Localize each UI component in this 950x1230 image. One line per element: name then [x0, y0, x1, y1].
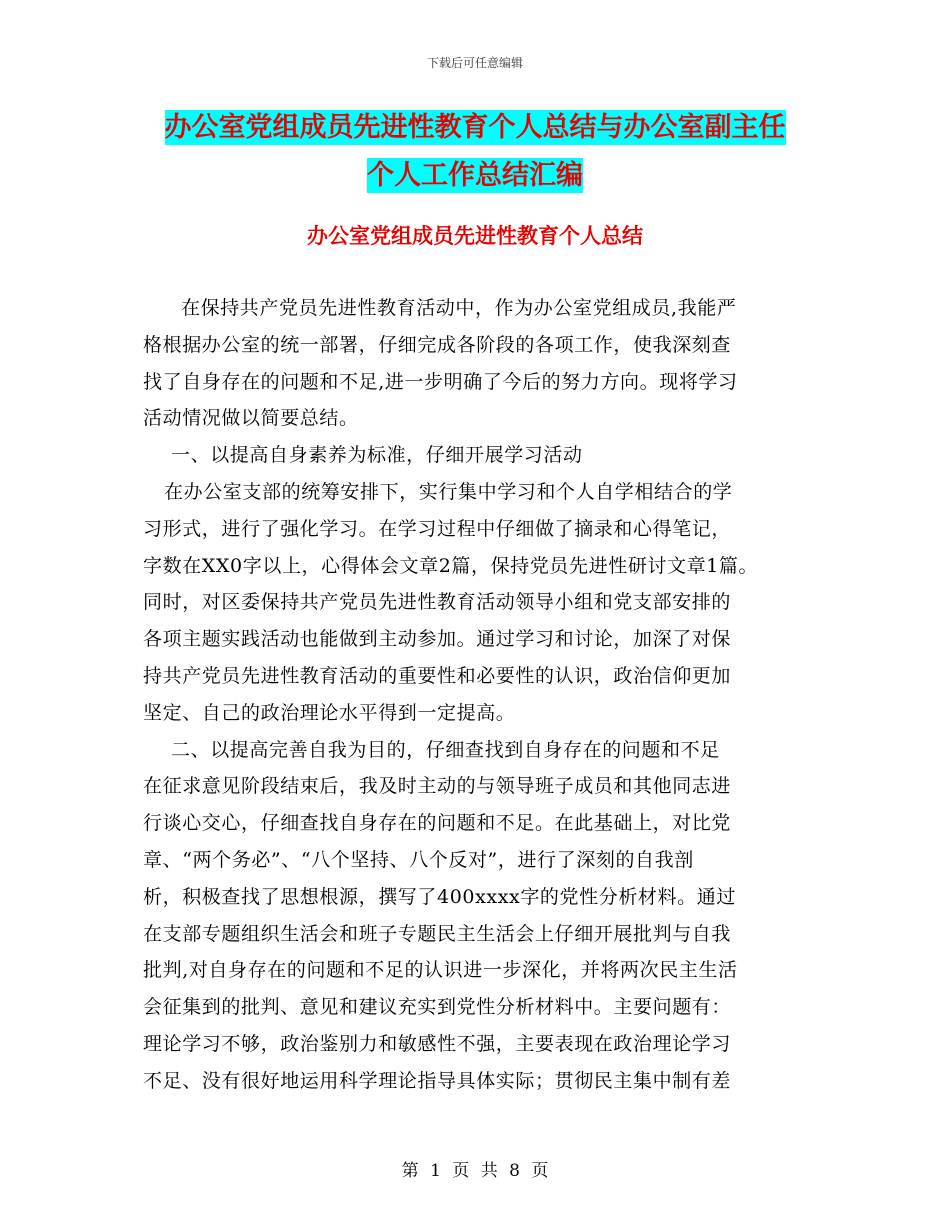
body-line: 理论学习不够，政治鉴别力和敏感性不强，主要表现在政治理论学习	[143, 1032, 732, 1055]
body-line: 行谈心交心，仔细查找自身存在的问题和不足。在此基础上，对比党	[143, 812, 732, 835]
title-line-1: 办公室党组成员先进性教育个人总结与办公室副主任	[164, 112, 786, 143]
body-line: 持共产党员先进性教育活动的重要性和必要性的认识，政治信仰更加	[143, 664, 732, 687]
section-title: 办公室党组成员先进性教育个人总结	[307, 224, 643, 248]
page-footer: 第 1 页 共 8 页	[401, 1161, 549, 1181]
body-line: 批判,对自身存在的问题和不足的认识进一步深化，并将两次民主生活	[143, 959, 738, 982]
body-line: 习形式，进行了强化学习。在学习过程中仔细做了摘录和心得笔记，	[143, 517, 732, 540]
body-line: 在支部专题组织生活会和班子专题民主生活会上仔细开展批判与自我	[143, 922, 732, 945]
body-line: 活动情况做以简要总结。	[143, 407, 359, 430]
body-line: 找了自身存在的问题和不足,进一步明确了今后的努力方向。现将学习	[143, 370, 738, 393]
body-line: 在办公室支部的统筹安排下，实行集中学习和个人自学相结合的学	[164, 480, 733, 503]
body-line: 析，积极查找了思想根源，撰写了400xxxx字的党性分析材料。通过	[143, 885, 736, 908]
header-note: 下载后可任意编辑	[426, 56, 523, 70]
body-line: 章、“两个务必”、“八个坚持、八个反对”，进行了深刻的自我剖	[143, 848, 694, 871]
body-line: 不足、没有很好地运用科学理论指导具体实际；贯彻民主集中制有差	[143, 1069, 732, 1092]
body-line: 在保持共产党员先进性教育活动中，作为办公室党组成员,我能严	[181, 297, 737, 319]
body-line: 格根据办公室的统一部署，仔细完成各阶段的各项工作，使我深刻查	[143, 333, 732, 356]
body-line: 会征集到的批判、意见和建议充实到党性分析材料中。主要问题有：	[143, 996, 732, 1019]
body-text	[143, 290, 833, 1100]
body-line: 各项主题实践活动也能做到主动参加。通过学习和讨论，加深了对保	[143, 628, 732, 651]
document-title	[0, 104, 950, 200]
section-heading: 一、以提高自身素养为标准，仔细开展学习活动	[171, 444, 583, 467]
body-line: 坚定、自己的政治理论水平得到一定提高。	[143, 701, 516, 724]
title-line-2: 个人工作总结汇编	[367, 160, 583, 191]
body-line: 同时，对区委保持共产党员先进性教育活动领导小组和党支部安排的	[143, 591, 732, 614]
body-line: 在征求意见阶段结束后，我及时主动的与领导班子成员和其他同志进	[143, 775, 732, 798]
body-line: 字数在XX0字以上，心得体会文章2篇，保持党员先进性研讨文章1篇。	[143, 554, 759, 577]
section-heading: 二、以提高完善自我为目的，仔细查找到自身存在的问题和不足	[171, 738, 720, 761]
